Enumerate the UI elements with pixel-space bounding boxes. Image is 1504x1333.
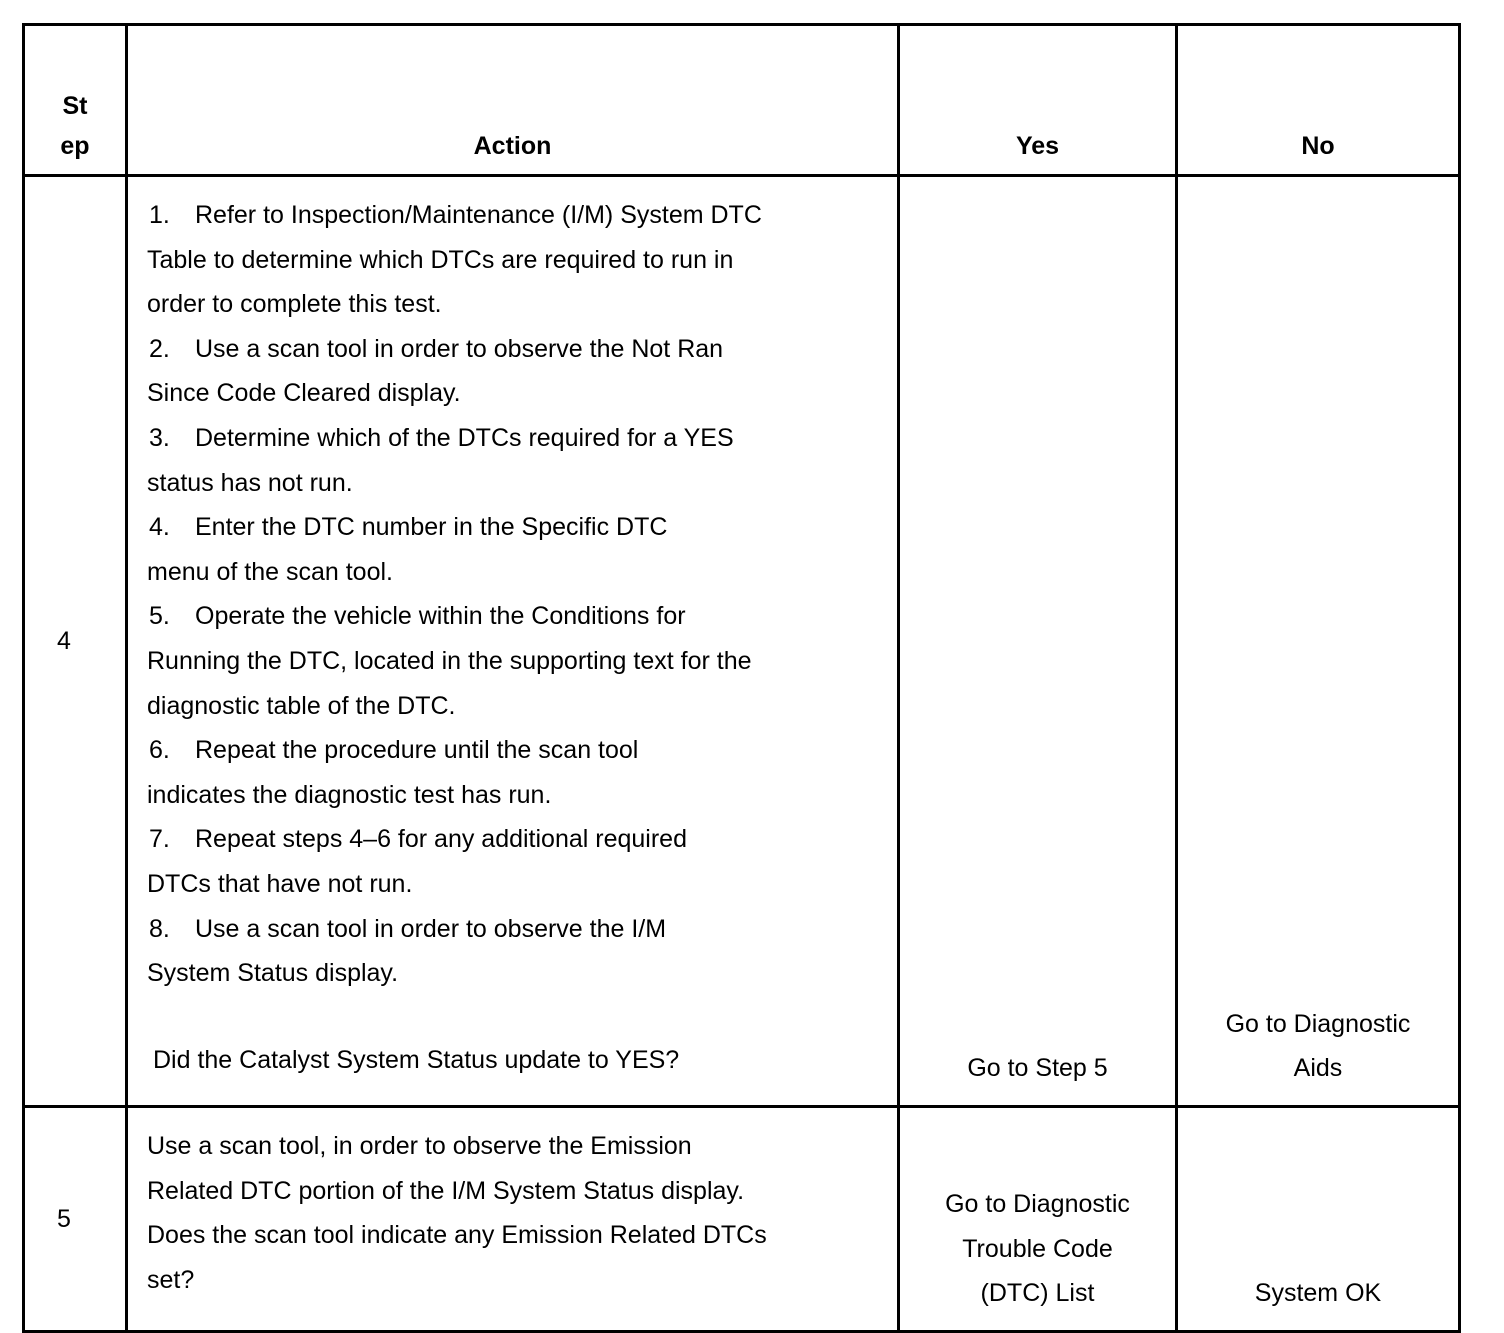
action-line-1: Use a scan tool, in order to observe the Emission [147,1132,692,1160]
header-row [24,25,1460,176]
step-number: 4 [24,176,127,1107]
list-item-4: 4. Enter the DTC number in the Specific DTC [149,513,668,542]
action-line-3: Does the scan tool indicate any Emission Related DTCs [147,1221,767,1250]
list-item-2-cont: Since Code Cleared display. [147,379,461,408]
list-item-5-cont2: diagnostic table of the DTC. [147,691,456,720]
list-item-6: 6. Repeat the procedure until the scan tool [149,736,639,765]
list-item-5-cont: Running the DTC, located in the supporting text for the [147,646,752,675]
header-step-line1: St [62,92,88,120]
list-item-3-cont: status has not run. [147,468,353,497]
action-cell [127,176,899,1107]
table-row-step-4 [24,176,1460,1107]
list-item-6-cont: indicates the diagnostic test has run. [147,780,552,809]
header-yes: Yes [899,25,1177,176]
question-text: Did the Catalyst System Status update to YES? [153,1045,680,1074]
header-step [24,25,127,176]
yes-cell [899,176,1177,1107]
list-item-4-cont: menu of the scan tool. [147,557,393,586]
list-item-1-cont2: order to complete this test. [147,290,442,319]
diagnostic-table [22,23,1461,1333]
table-row-step-5 [24,1107,1460,1332]
yes-cell [899,1107,1177,1332]
list-item-5: 5. Operate the vehicle within the Conditions for [149,602,686,631]
yes-link-line2[interactable]: Trouble Code [962,1234,1113,1263]
action-line-2: Related DTC portion of the I/M System Status display. [147,1176,745,1205]
header-no: No [1177,25,1460,176]
list-item-7: 7. Repeat steps 4–6 for any additional required [149,825,687,854]
list-item-1-cont: Table to determine which DTCs are required to run in [147,245,734,274]
list-item-7-cont: DTCs that have not run. [147,869,413,898]
no-cell [1177,176,1460,1107]
yes-link-step-5[interactable]: Go to Step 5 [967,1054,1108,1083]
header-action: Action [127,25,899,176]
no-link-line1[interactable]: Go to Diagnostic [1225,1009,1411,1038]
list-item-3: 3. Determine which of the DTCs required for a YES [149,423,734,452]
yes-link-line3[interactable]: (DTC) List [980,1279,1095,1308]
list-item-8-cont: System Status display. [147,959,399,988]
list-item-8: 8. Use a scan tool in order to observe the I/M [149,914,667,943]
no-link-line2[interactable]: Aids [1293,1054,1343,1083]
action-cell [127,1107,899,1332]
list-item-1: 1. Refer to Inspection/Maintenance (I/M) System DTC [149,201,762,229]
no-result: System OK [1254,1279,1382,1308]
no-cell [1177,1107,1460,1332]
yes-link-line1[interactable]: Go to Diagnostic [945,1190,1130,1219]
header-step-line2: ep [60,132,90,160]
action-line-4: set? [147,1265,195,1294]
step-number: 5 [24,1107,127,1332]
list-item-2: 2. Use a scan tool in order to observe the Not Ran [149,334,724,363]
